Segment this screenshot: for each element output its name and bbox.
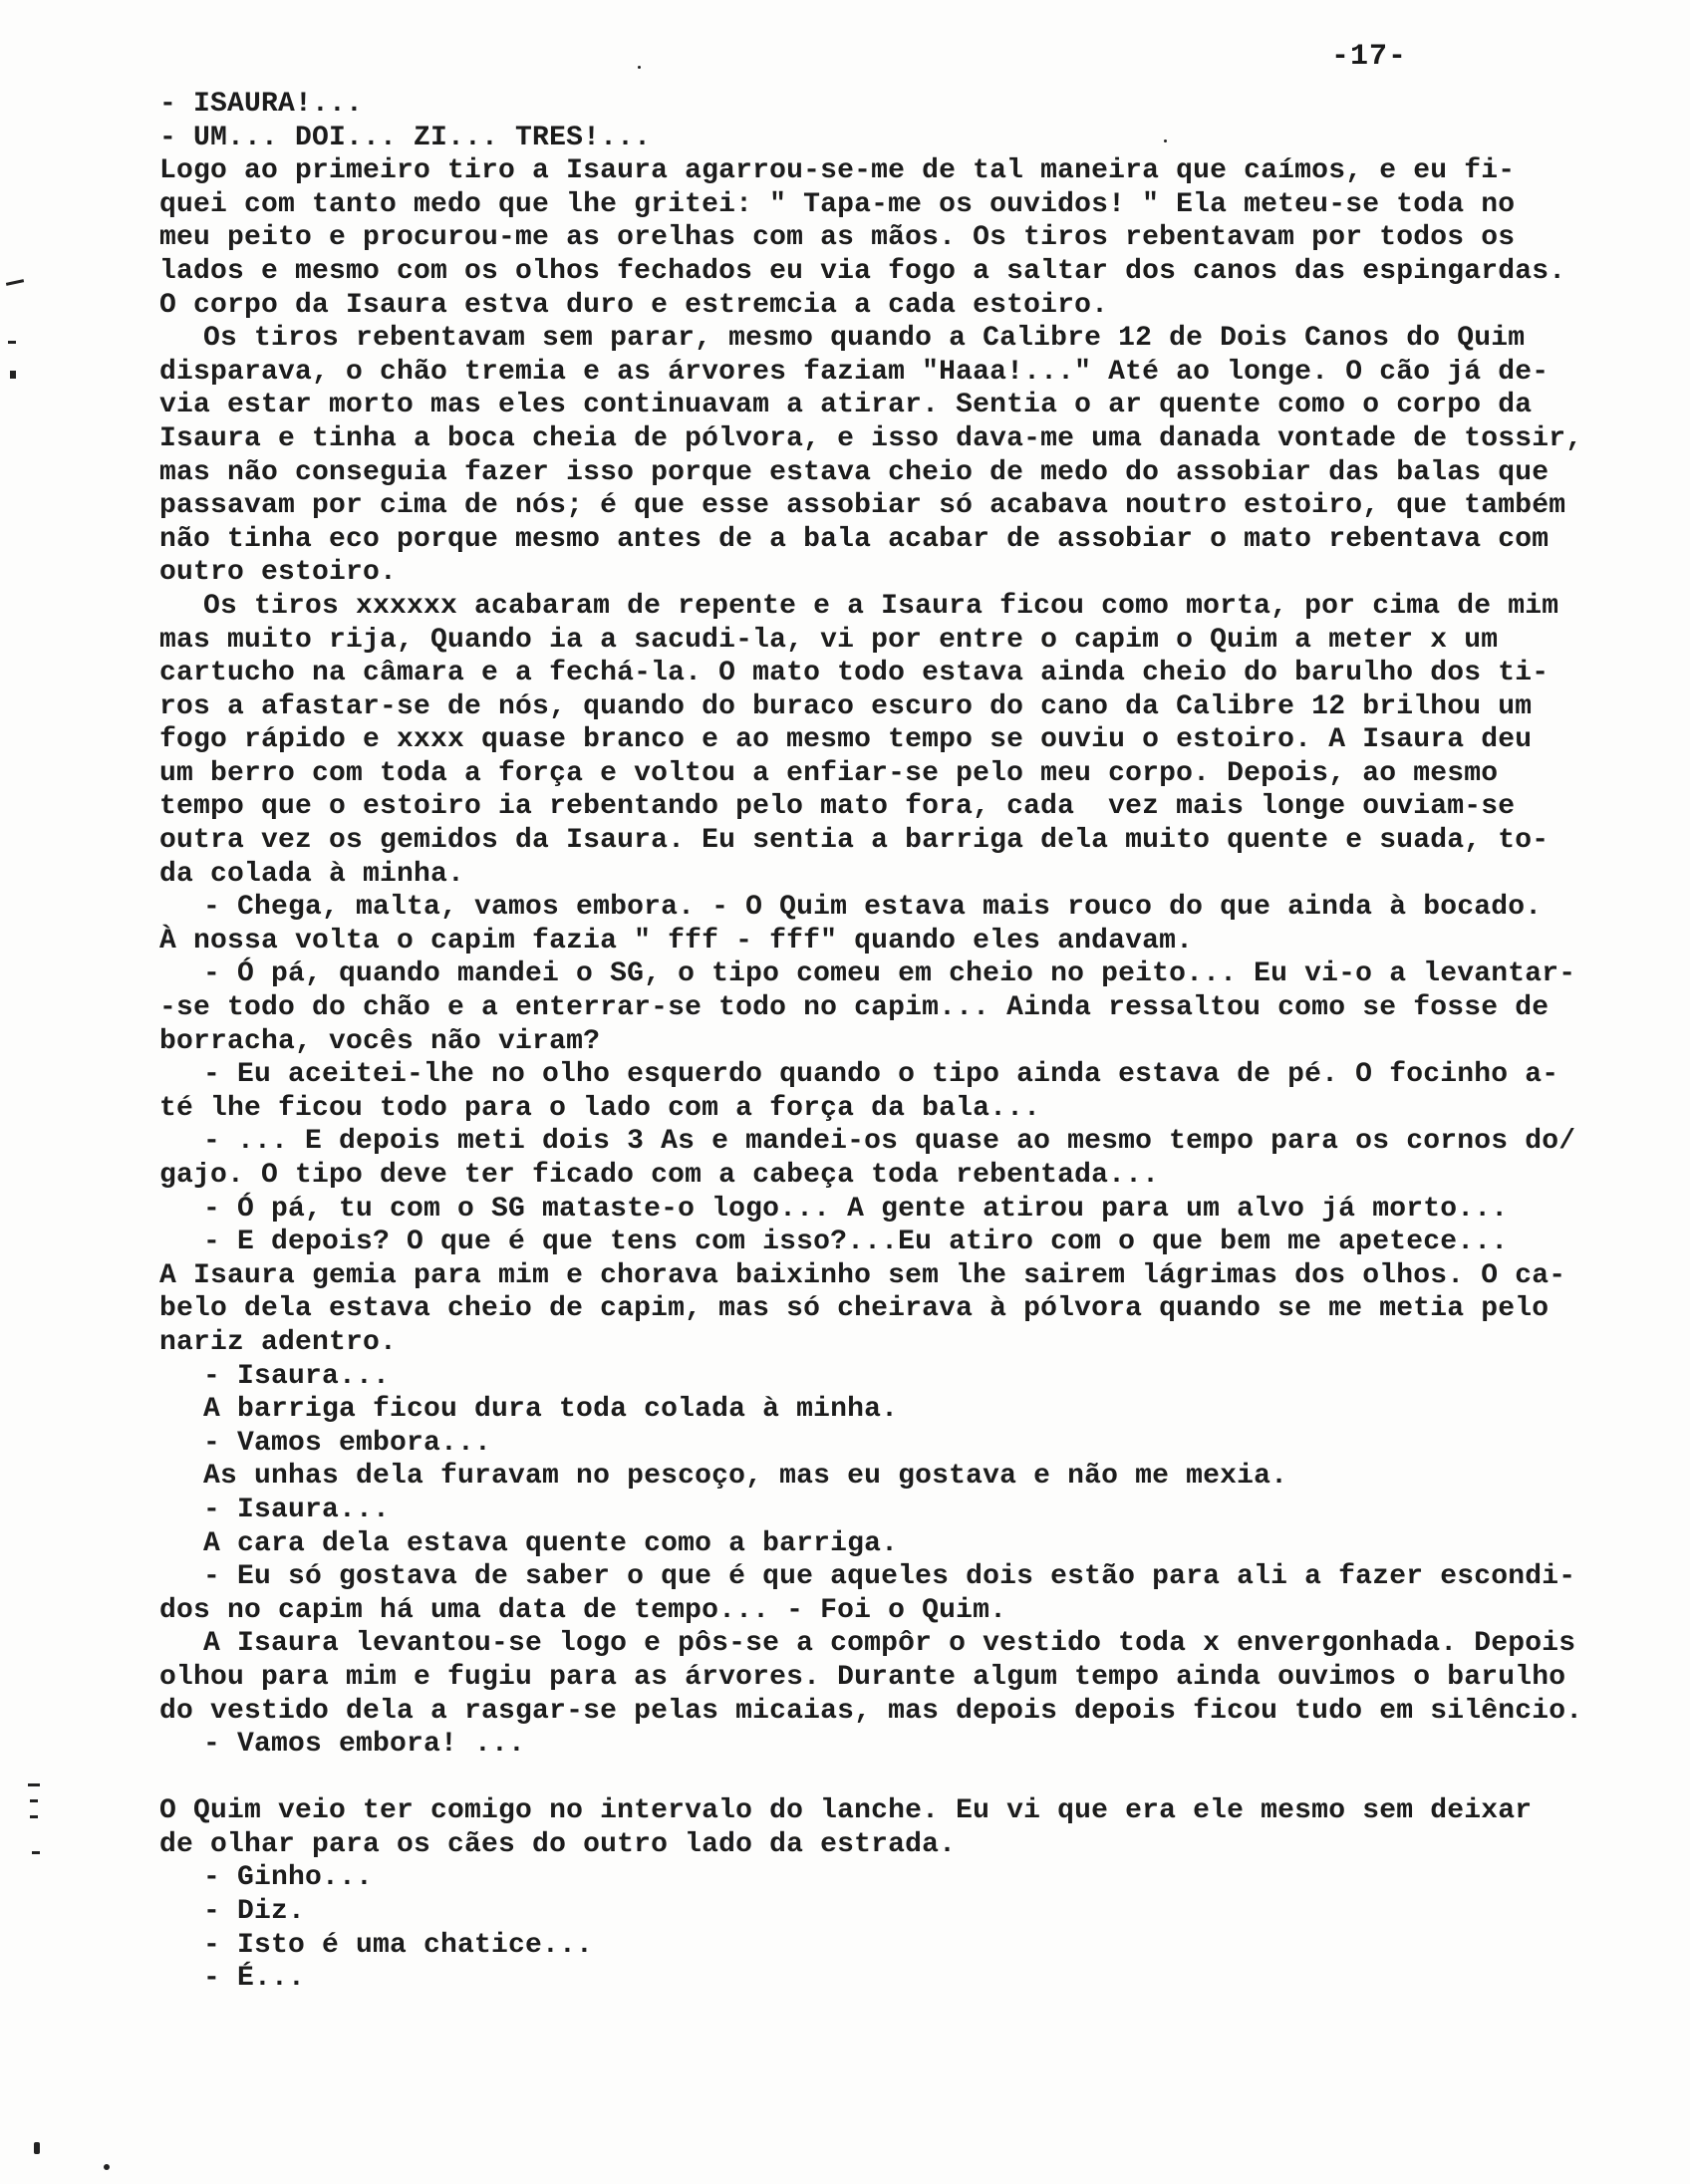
text-line: té lhe ficou todo para o lado com a força da bala... — [159, 1092, 1041, 1124]
text-line: da colada à minha. — [159, 858, 465, 890]
text-line: - ISAURA!... — [159, 89, 364, 120]
text-line: via estar morto mas eles continuavam a atirar. Sentia o ar quente como o corpo da — [159, 390, 1533, 421]
scan-mark — [8, 341, 16, 344]
text-line: - É... — [203, 1963, 306, 1995]
text-line: olhou para mim e fugiu para as árvores. Durante algum tempo ainda ouvimos o barulho — [159, 1661, 1566, 1693]
text-line: nariz adentro. — [159, 1326, 398, 1358]
scan-mark — [28, 1783, 40, 1786]
text-line: - Vamos embora! ... — [203, 1729, 526, 1761]
text-line: - Diz. — [203, 1896, 306, 1928]
text-line: de olhar para os cães do outro lado da estrada. — [159, 1828, 957, 1860]
text-line: - Eu aceitei-lhe no olho esquerdo quando o tipo ainda estava de pé. O focinho a- — [203, 1059, 1559, 1091]
text-line: O corpo da Isaura estva duro e estremcia a cada estoiro. — [159, 289, 1109, 321]
text-line: dos no capim há uma data de tempo... - Foi o Quim. — [159, 1594, 1007, 1626]
text-line: À nossa volta o capim fazia " fff - fff" quando eles andavam. — [159, 925, 1194, 956]
text-line: ros a afastar-se de nós, quando do buraco escuro do cano da Calibre 12 brilhou um — [159, 690, 1533, 722]
text-line: - Isaura... — [203, 1494, 391, 1525]
text-line: A Isaura levantou-se logo e pôs-se a compôr o vestido toda x envergonhada. Depois — [203, 1628, 1576, 1660]
text-line: Logo ao primeiro tiro a Isaura agarrou-se-me de tal maneira que caímos, e eu fi- — [159, 155, 1516, 187]
text-line: cartucho na câmara e a fechá-la. O mato todo estava ainda cheio do barulho dos ti- — [159, 658, 1549, 689]
text-line: mas não conseguia fazer isso porque estava cheio de medo do assobiar das balas que — [159, 456, 1549, 488]
text-line — [159, 1762, 1634, 1795]
body-text — [159, 88, 1634, 1996]
text-line: passavam por cima de nós; é que esse assobiar só acabava noutro estoiro, que também — [159, 490, 1566, 522]
text-line: gajo. O tipo deve ter ficado com a cabeça toda rebentada... — [159, 1160, 1160, 1191]
text-line: - Vamos embora... — [203, 1427, 492, 1459]
scan-dot — [1164, 139, 1167, 142]
scan-mark — [30, 1799, 38, 1802]
text-line: borracha, vocês não viram? — [159, 1025, 601, 1057]
text-line: - Eu só gostava de saber o que é que aqueles dois estão para ali a fazer escondi- — [203, 1561, 1576, 1593]
text-line: - E depois? O que é que tens com isso?...Eu atiro com o que bem me apetece... — [203, 1227, 1509, 1258]
text-line: A barriga ficou dura toda colada à minha. — [203, 1394, 899, 1426]
text-line: quei com tanto medo que lhe gritei: " Tapa-me os ouvidos! " Ela meteu-se toda no — [159, 188, 1516, 220]
scan-mark — [32, 1851, 40, 1854]
text-line: -se todo do chão e a enterrar-se todo no capim... Ainda ressaltou como se fosse de — [159, 992, 1549, 1024]
scan-dot — [34, 2142, 40, 2154]
text-line: - ... E depois meti dois 3 As e mandei-os quase ao mesmo tempo para os cornos do/ — [203, 1126, 1576, 1158]
text-line: Os tiros rebentavam sem parar, mesmo quando a Calibre 12 de Dois Canos do Quim — [203, 323, 1526, 355]
text-line: - Ginho... — [203, 1862, 374, 1894]
text-line: - Ó pá, quando mandei o SG, o tipo comeu em cheio no peito... Eu vi-o a levantar- — [203, 958, 1576, 990]
scan-dot — [104, 2164, 110, 2170]
text-line: - UM... DOI... ZI... TRES!... — [159, 122, 652, 153]
text-line: - Isaura... — [203, 1360, 391, 1392]
scan-mark — [30, 1815, 38, 1818]
text-line: um berro com toda a força e voltou a enfiar-se pelo meu corpo. Depois, ao mesmo — [159, 757, 1499, 789]
text-line: do vestido dela a rasgar-se pelas micaias, mas depois depois ficou tudo em silêncio. — [159, 1695, 1583, 1727]
text-line: outra vez os gemidos da Isaura. Eu sentia a barriga dela muito quente e suada, to- — [159, 825, 1549, 857]
text-line: belo dela estava cheio de capim, mas só cheirava à pólvora quando se me metia pelo — [159, 1293, 1549, 1325]
text-line: mas muito rija, Quando ia a sacudi-la, vi por entre o capim o Quim a meter x um — [159, 624, 1499, 656]
text-line: - Chega, malta, vamos embora. - O Quim estava mais rouco do que ainda à bocado. — [203, 892, 1543, 924]
text-line: - Isto é uma chatice... — [203, 1929, 594, 1961]
scan-mark — [6, 279, 24, 286]
scan-dot — [638, 66, 641, 69]
text-line: O Quim veio ter comigo no intervalo do lanche. Eu vi que era ele mesmo sem deixar — [159, 1795, 1533, 1827]
text-line: meu peito e procurou-me as orelhas com as mãos. Os tiros rebentavam por todos os — [159, 222, 1516, 254]
text-line: A cara dela estava quente como a barriga. — [203, 1527, 899, 1559]
text-line: não tinha eco porque mesmo antes de a bala acabar de assobiar o mato rebentava com — [159, 523, 1549, 555]
scan-mark — [10, 371, 16, 379]
text-line: disparava, o chão tremia e as árvores faziam "Haaa!..." Até ao longe. O cão já de- — [159, 356, 1549, 388]
text-line: outro estoiro. — [159, 557, 398, 589]
page-number: -17- — [1331, 40, 1408, 74]
text-line: lados e mesmo com os olhos fechados eu via fogo a saltar dos canos das espingardas. — [159, 255, 1566, 287]
text-line: Os tiros xxxxxx acabaram de repente e a Isaura ficou como morta, por cima de mim — [203, 590, 1559, 622]
text-line: As unhas dela furavam no pescoço, mas eu gostava e não me mexia. — [203, 1461, 1288, 1493]
text-line: Isaura e tinha a boca cheia de pólvora, e isso dava-me uma danada vontade de tossir, — [159, 422, 1583, 454]
text-line: fogo rápido e xxxx quase branco e ao mesmo tempo se ouviu o estoiro. A Isaura deu — [159, 724, 1533, 756]
text-line: - Ó pá, tu com o SG mataste-o logo... A gente atirou para um alvo já morto... — [203, 1193, 1509, 1225]
text-line: tempo que o estoiro ia rebentando pelo mato fora, cada vez mais longe ouviam-se — [159, 791, 1516, 823]
text-line: A Isaura gemia para mim e chorava baixinho sem lhe sairem lágrimas dos olhos. O ca- — [159, 1259, 1566, 1291]
